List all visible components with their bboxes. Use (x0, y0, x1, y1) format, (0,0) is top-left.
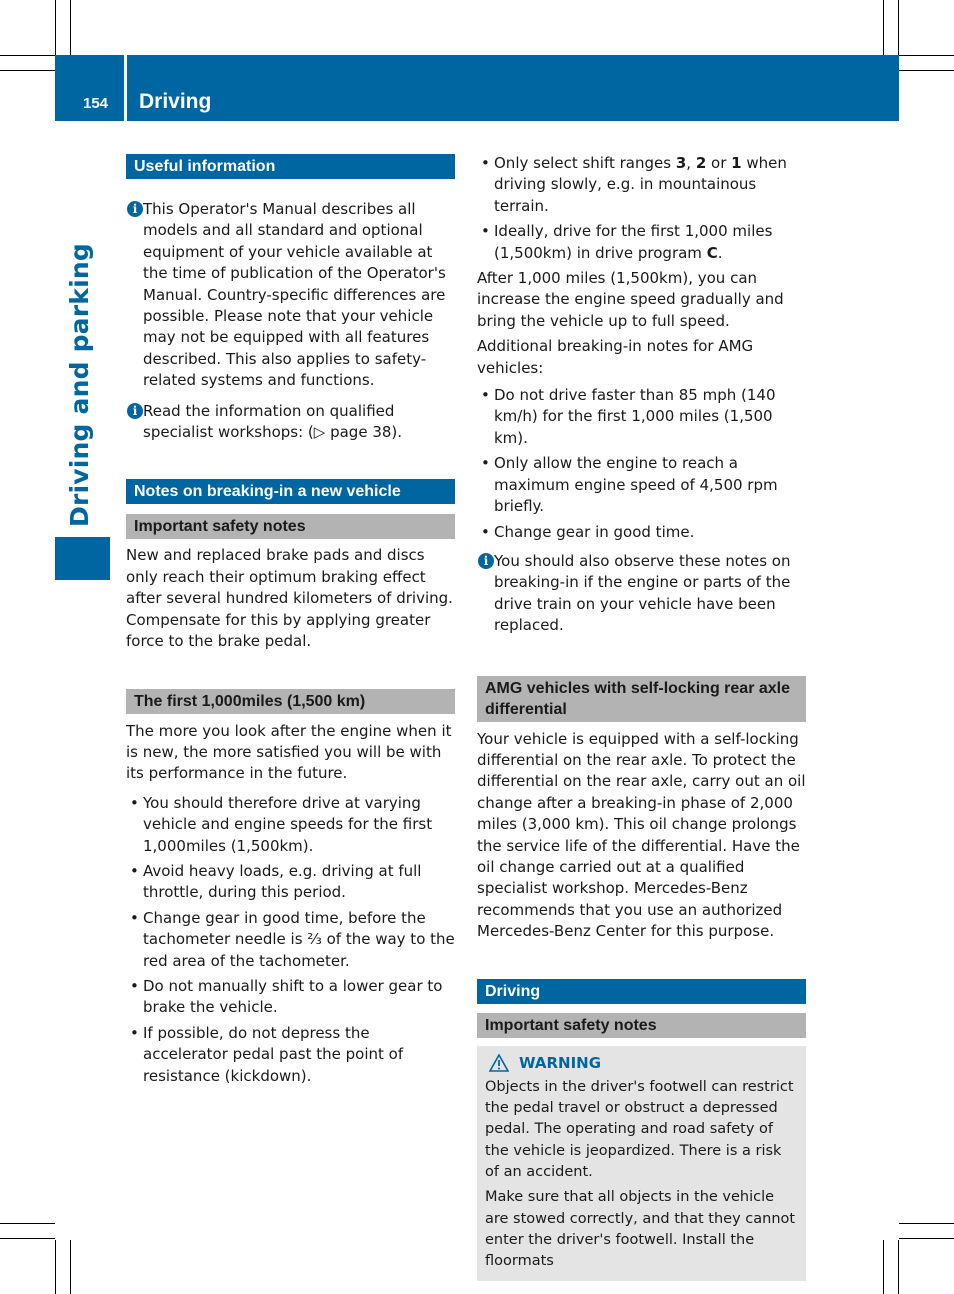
crop-mark (55, 1240, 56, 1294)
bullet-list (126, 793, 455, 1087)
list-item-text: If possible, do not depress the accelerator pedal past the point of resistance (kickdown). (143, 1023, 404, 1085)
subsection-safety-notes: Important safety notes (126, 514, 455, 539)
list-item-text: Do not drive faster than 85 mph (140 km/h) for the first 1,000 miles (1,500 km). (494, 386, 776, 447)
crop-mark (899, 55, 954, 56)
page-number: 154 (83, 95, 109, 112)
crop-mark (0, 55, 55, 56)
info-note-text: Read the information on qualified specialist workshops: (▷ page 38). (143, 401, 403, 442)
list-item: • Ideally, drive for the first 1,000 miles (1,500km) in drive program C. (481, 222, 773, 262)
page-title: Driving (139, 90, 212, 113)
warning-label: WARNING (519, 1053, 602, 1072)
crop-mark (70, 0, 71, 55)
paragraph: After 1,000 miles (1,500km), you can increase the engine speed gradually and bring the vehicle up to full speed. (477, 269, 784, 330)
info-note (126, 401, 455, 444)
list-item-text: Only select shift ranges 3, 2 or 1 when driving slowly, e.g. in mountainous terrain. (494, 154, 787, 215)
list-item: • Avoid heavy loads, e.g. driving at full throttle, during this period. (130, 861, 422, 902)
warning-box (477, 1046, 806, 1281)
subsection-amg-differential: AMG vehicles with self-locking rear axle differential (477, 676, 806, 722)
list-item: • Only select shift ranges 3, 2 or 1 when driving slowly, e.g. in mountainous terrain. (481, 154, 787, 215)
list-item: • You should therefore drive at varying vehicle and engine speeds for the first 1,000miles (1,500km). (130, 793, 433, 855)
list-item: • If possible, do not depress the accelerator pedal past the point of resistance (kickdown). (130, 1023, 404, 1085)
crop-mark (898, 0, 899, 55)
paragraph: New and replaced brake pads and discs only reach their optimum braking effect after several hundred kilometers of driving. Compensate for this by applying greater force to the brake pedal. (126, 546, 453, 651)
crop-mark (70, 1240, 71, 1294)
list-item-text: Do not manually shift to a lower gear to brake the vehicle. (143, 976, 443, 1017)
bullet-list (477, 153, 806, 264)
crop-mark (883, 1240, 884, 1294)
info-note-text: You should also observe these notes on breaking-in if the engine or parts of the drive train on your vehicle have been replaced. (494, 551, 791, 635)
header-divider (124, 55, 127, 121)
info-note (126, 199, 455, 392)
list-item-text: Avoid heavy loads, e.g. driving at full throttle, during this period. (143, 861, 422, 902)
info-note-text: This Operator's Manual describes all models and all standard and optional equipment of your vehicle available at the time of publication of the Operator's Manual. Country-specific differences are possible. Please note that your vehicle may not be equipped with all features described. This also applies to safety-related systems and functions. (143, 200, 446, 390)
right-column (477, 153, 806, 1281)
left-column (126, 154, 455, 1091)
list-item-text: You should therefore drive at varying vehicle and engine speeds for the first 1,000miles (1,500km). (143, 793, 433, 855)
crop-mark (55, 0, 56, 55)
section-driving: Driving (477, 979, 806, 1004)
crop-mark (883, 0, 884, 55)
list-item: • Change gear in good time, before the tachometer needle is ⅔ of the way to the red area of the tachometer. (130, 908, 455, 970)
list-item-text: Change gear in good time. (494, 522, 695, 541)
list-item-text: Only allow the engine to reach a maximum engine speed of 4,500 rpm briefly. (494, 454, 778, 516)
page-header (55, 55, 899, 121)
warning-header (485, 1053, 798, 1074)
paragraph: Your vehicle is equipped with a self-locking differential on the rear axle. To protect the differential on the rear axle, carry out an oil change after a breaking-in phase of 2,000 miles (3,000 km). This oil change prolongs the service life of the differential. Have the oil change carried out at a qualified specialist workshop. Mercedes-Benz recommends that you use an authorized Mercedes-Benz Center for this purpose. (477, 729, 806, 941)
warning-triangle-icon (489, 1054, 509, 1072)
section-breaking-in: Notes on breaking-in a new vehicle (126, 479, 455, 504)
paragraph: Additional breaking-in notes for AMG vehicles: (477, 337, 754, 377)
crop-mark (899, 1223, 954, 1224)
subsection-safety-notes: Important safety notes (477, 1013, 806, 1038)
crop-mark (0, 1238, 55, 1239)
info-icon: i (478, 553, 494, 569)
info-note (477, 551, 806, 637)
warning-text: Objects in the driver's footwell can restrict the pedal travel or obstruct a depressed pedal. The operating and road safety of the vehicle is jeopardized. There is a risk of an accident. (485, 1078, 794, 1181)
paragraph: The more you look after the engine when it is new, the more satisfied you will be with its performance in the future. (126, 721, 452, 783)
crop-mark (898, 1240, 899, 1294)
subsection-first-miles: The first 1,000miles (1,500 km) (126, 689, 455, 714)
section-useful-information: Useful information (126, 154, 455, 179)
list-item-text: Ideally, drive for the first 1,000 miles (1,500km) in drive program C. (494, 222, 773, 262)
list-item: • Only allow the engine to reach a maximum engine speed of 4,500 rpm briefly. (481, 454, 778, 516)
info-icon: i (127, 201, 143, 217)
bullet-list (477, 385, 806, 543)
list-item-text: Change gear in good time, before the tachometer needle is ⅔ of the way to the red area of the tachometer. (143, 908, 455, 970)
crop-mark (0, 70, 55, 71)
list-item: • Change gear in good time. (481, 522, 695, 541)
list-item: • Do not drive faster than 85 mph (140 km/h) for the first 1,000 miles (1,500 km). (481, 386, 776, 447)
list-item: • Do not manually shift to a lower gear to brake the vehicle. (130, 976, 443, 1017)
warning-text: Make sure that all objects in the vehicle are stowed correctly, and that they cannot enter the driver's footwell. Install the floormats (485, 1189, 796, 1270)
crop-mark (899, 1238, 954, 1239)
crop-mark (899, 70, 954, 71)
info-icon: i (127, 403, 143, 419)
side-tab (55, 121, 110, 580)
crop-mark (0, 1223, 55, 1224)
side-tab-label: Driving and parking (65, 243, 94, 527)
